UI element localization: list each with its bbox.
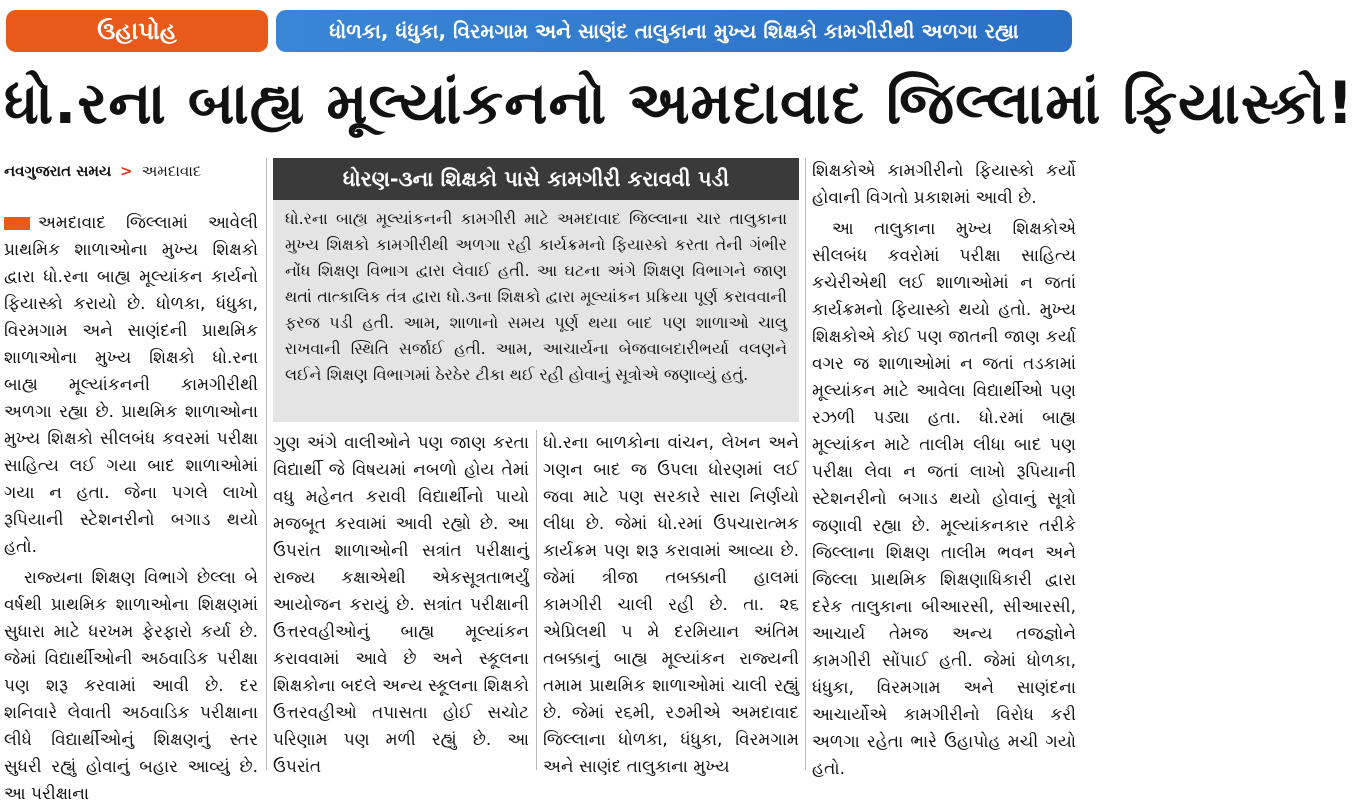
article-column-1 [4,210,258,804]
paragraph: શિક્ષકોએ કામગીરીનો ફિયાસ્કો કર્યો હોવાની વિગતો પ્રકાશમાં આવી છે. [812,161,1076,208]
byline-arrow: > [120,162,133,180]
section-tag: ઉહાપોહ [6,10,268,52]
paragraph-marker [4,217,30,230]
column-divider [536,430,537,770]
kicker-banner: ધોળકા, ધંધુકા, વિરમગામ અને સાણંદ તાલુકાના મુખ્ય શિક્ષકો કામગીરીથી અળગા રહ્યા [276,10,1072,52]
paragraph: આ તાલુકાના મુખ્ય શિક્ષકોએ સીલબંધ કવરોમાં પરીક્ષા સાહિત્ય કચેરીએથી લઈ શાળાઓમાં ન જતાં કાર્યક્રમનો ફિયાસ્કો થયો હતો. મુખ્ય શિક્ષકોએ કોઈ પણ જાતની જાણ કર્યા વગર જ શાળાઓમાં ન જતાં તડકામાં મૂલ્યાંકન માટે આવેલા વિદ્યાર્થીઓ પણ રઝળી પડ્યા હતા. ધો.રમાં બાહ્ય મૂલ્યાંકન માટે તાલીમ લીધા બાદ પણ પરીક્ષા લેવા ન જતાં લાખો રૂપિયાની સ્ટેશનરીનો બગાડ થયો હોવાનું સૂત્રો જણાવી રહ્યા છે. મૂલ્યાંકનકાર તરીકે જિલ્લાના શિક્ષણ તાલીમ ભવન અને જિલ્લા પ્રાથમિક શિક્ષણાધિકારી દ્વારા દરેક તાલુકાના બીઆરસી, સીઆરસી, આચાર્ય તેમજ અન્ય તજજ્ઞોને કામગીરી સોંપાઈ હતી. જેમાં ધોળકા, ધંધુકા, વિરમગામ અને સાણંદના આચાર્યોએ કામગીરીનો વિરોધ કરી અળગા રહેતા ભારે ઉહાપોહ મચી ગયો હતો. [812,219,1076,779]
paragraph: ધો.રના બાળકોના વાંચન, લેખન અને ગણન બાદ જ ઉપલા ધોરણમાં લઈ જવા માટે પણ સરકારે સારા નિર્ણયો લીધા છે. જેમાં ધો.રમાં ઉપચારાત્મક કાર્યક્રમ પણ શરૂ કરાવામાં આવ્યા છે. જેમાં ત્રીજા તબક્કાની હાલમાં કામગીરી ચાલી રહી છે. તા. ૨૬ એપ્રિલથી ૫ મે દરમિયાન અંતિમ તબક્કાનું બાહ્ય મૂલ્યાંકન રાજ્યની તમામ પ્રાથમિક શાળાઓમાં ચાલી રહ્યું છે. જેમાં ર૬મી, ર૭મીએ અમદાવાદ જિલ્લાના ધોળકા, ધંધુકા, વિરમગામ અને સાણંદ તાલુકાના મુખ્ય [543,433,799,777]
paragraph: રાજ્યના શિક્ષણ વિભાગે છેલ્લા બે વર્ષથી પ્રાથમિક શાળાઓના શિક્ષણમાં સુધારા માટે ધરખમ ફેરફારો કર્યા છે. જેમાં વિદ્યાર્થીઓની અઠવાડિક પરીક્ષા પણ શરૂ કરવામાં આવી છે. દર શનિવારે લેવાતી અઠવાડિક પરીક્ષાના લીધે વિદ્યાર્થીઓનું શિક્ષણનું સ્તર સુધરી રહ્યું હોવાનું બહાર આવ્યું છે. આ પરીક્ષાના [4,568,258,804]
column-divider [266,158,267,770]
article-column-4 [812,158,1076,779]
header-bar [0,0,1080,55]
byline [4,162,266,186]
article-column-2 [273,430,530,777]
byline-place: અમદાવાદ [141,162,202,180]
column-divider [805,158,806,770]
paragraph: ગુણ અંગે વાલીઓને પણ જાણ કરતા વિદ્યાર્થી જે વિષયમાં નબળો હોય તેમાં વધુ મહેનત કરાવી વિદ્યાર્થીનો પાયો મજબૂત કરવામાં આવી રહ્યો છે. આ ઉપરાંત શાળાઓની સત્રાંત પરીક્ષાનું રાજ્ય કક્ષાએથી એકસૂત્રતાભર્યું આયોજન કરાયું છે. સત્રાંત પરીક્ષાની ઉત્તરવહીઓનું બાહ્ય મૂલ્યાંકન કરાવવામાં આવે છે અને સ્કૂલના શિક્ષકોના બદલે અન્ય સ્કૂલના શિક્ષકો ઉત્તરવહીઓ તપાસતા હોઈ સચોટ પરિણામ પણ મળી રહ્યું છે. આ ઉપરાંત [273,433,530,777]
paragraph-text: અમદાવાદ જિલ્લામાં આવેલી પ્રાથમિક શાળાઓના મુખ્ય શિક્ષકો દ્વારા ધો.રના બાહ્ય મૂલ્યાંકન કાર્યનો ફિયાસ્કો કરાયો છે. ધોળકા, ધંધુકા, વિરમગામ અને સાણંદની પ્રાથમિક શાળાઓના મુખ્ય શિક્ષકો ધો.રના બાહ્ય મૂલ્યાંકનની કામગીરીથી અળગા રહ્યા છે. પ્રાથમિક શાળાઓના મુખ્ય શિક્ષકો સીલબંધ કવરમાં પરીક્ષા સાહિત્ય લઈ ગયા બાદ શાળાઓમાં ગયા ન હતા. જેના પગલે લાખો રૂપિયાની સ્ટેશનરીનો બગાડ થયો હતો. [4,213,258,557]
article-column-3 [543,430,799,777]
headline: ધો.રના બાહ્ય મૂલ્યાંકનનો અમદાવાદ જિલ્લામાં ફિયાસ્કો! [4,69,1354,137]
sidebar-box-title: ધોરણ-૩ના શિક્ષકો પાસે કામગીરી કરાવવી પડી [273,158,799,200]
byline-source: નવગુજરાત સમય [4,162,112,180]
paragraph [4,210,258,561]
sidebar-box-text: ધો.રના બાહ્ય મૂલ્યાંકનની કામગીરી માટે અમદાવાદ જિલ્લાના ચાર તાલુકાના મુખ્ય શિક્ષકો કામગીરીથી અળગા રહી કાર્યક્રમનો ફિયાસ્કો કરતા તેની ગંભીર નોંધ શિક્ષણ વિભાગ દ્વારા લેવાઈ હતી. આ ઘટના અંગે શિક્ષણ વિભાગને જાણ થતાં તાત્કાલિક તંત્ર દ્વારા ધો.૩ના શિક્ષકો દ્વારા મૂલ્યાંકન પ્રક્રિયા પૂર્ણ કરાવવાની ફરજ પડી હતી. આમ, શાળાનો સમય પૂર્ણ થયા બાદ પણ શાળાઓ ચાલુ રાખવાની સ્થિતિ સર્જાઈ હતી. આમ, આચાર્યના બેજવાબદારીભર્યા વલણને લઈને શિક્ષણ વિભાગમાં ઠેરઠેર ટીકા થઈ રહી હોવાનું સૂત્રોએ જણાવ્યું હતું. [273,200,799,422]
